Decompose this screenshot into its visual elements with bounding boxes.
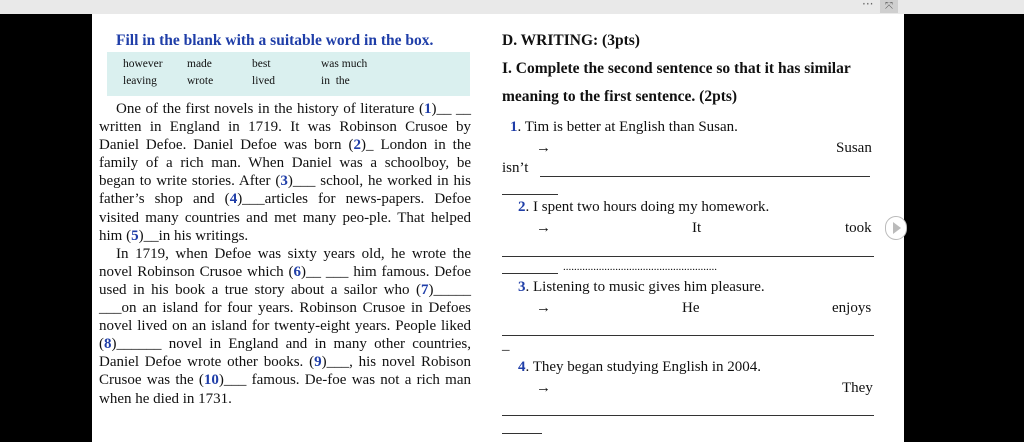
- paragraph-2: [99, 245, 471, 408]
- answer-line[interactable]: [502, 335, 874, 336]
- word: lived: [252, 75, 275, 87]
- arrow-icon: →: [536, 220, 551, 236]
- worksheet-page: [92, 14, 904, 442]
- answer-line[interactable]: [502, 194, 558, 195]
- passage-text: )__ __ written in England in 1719. It was Robinson Crusoe by Daniel Defoe. Daniel Defoe was born (: [99, 101, 472, 154]
- next-page-button[interactable]: [885, 216, 907, 240]
- blank-number: 7: [421, 281, 429, 298]
- window-titlebar: [0, 0, 1024, 14]
- hint-word: isn’t: [502, 160, 529, 176]
- word: in the: [321, 75, 350, 87]
- hint-word: Susan: [836, 140, 872, 156]
- passage-text: )__in his writings.: [138, 227, 249, 244]
- passage-text: )___articles for news-papers. Defoe visited many countries and met many peo-ple. That helped him (: [99, 191, 471, 244]
- answer-line[interactable]: [502, 433, 542, 434]
- question-3: 3. Listening to music gives him pleasure.: [518, 279, 765, 295]
- passage-text: )_ London in the family of a rich man. When Daniel was a schoolboy, be began to write stories. After (: [99, 137, 471, 190]
- reading-passage: [99, 100, 471, 408]
- hint-word: He: [682, 300, 700, 316]
- play-icon: [893, 222, 901, 234]
- answer-line[interactable]: [502, 415, 874, 416]
- passage-text: )______ novel in England and in many other countries, Daniel Defoe wrote other books. (: [99, 336, 471, 371]
- blank-number: 5: [131, 227, 139, 244]
- question-2: 2. I spent two hours doing my homework.: [518, 199, 770, 215]
- blank-number: 1: [423, 101, 432, 117]
- arrow-icon: →: [536, 300, 551, 316]
- word: however: [123, 58, 163, 70]
- hint-word: enjoys: [832, 300, 872, 316]
- instruction-line-1: I. Complete the second sentence so that it has similar: [502, 60, 851, 77]
- passage-text: )_____ ___on an island for four years. Robinson Crusoe in Defoes novel lived on an island for twenty-eight years. People liked (: [99, 281, 471, 353]
- answer-line[interactable]: [502, 256, 874, 257]
- word: was much: [321, 58, 368, 70]
- blank-number: 4: [229, 191, 238, 208]
- word: made: [187, 58, 212, 70]
- blank-number: 2: [353, 137, 361, 154]
- more-options-icon[interactable]: ···: [862, 0, 874, 11]
- blank-number: 8: [104, 336, 112, 353]
- blank-number: 6: [293, 263, 302, 280]
- hint-word: They: [842, 380, 873, 396]
- answer-line[interactable]: [540, 176, 870, 177]
- dash: _: [502, 337, 510, 353]
- arrow-icon: →: [536, 140, 551, 156]
- hint-word: It: [692, 220, 702, 236]
- passage-text: )___ famous. De-foe was not a rich man when he died in 1731.: [99, 372, 471, 407]
- word-box: [107, 52, 470, 96]
- word: wrote: [187, 75, 214, 87]
- arrow-icon: →: [536, 380, 551, 396]
- answer-line[interactable]: [502, 273, 558, 274]
- passage-text: One of the first novels in the history of literature (: [116, 101, 424, 117]
- question-4: 4. They began studying English in 2004.: [518, 359, 762, 375]
- question-1: 1. Tim is better at English than Susan.: [510, 119, 738, 135]
- exercise-title: Fill in the blank with a suitable word in the box.: [116, 32, 434, 49]
- expand-icon[interactable]: ⤧: [880, 0, 898, 13]
- paragraph-1: [99, 100, 471, 245]
- blank-number: 9: [314, 354, 322, 371]
- section-heading: D. WRITING: (3pts): [502, 32, 640, 49]
- word: leaving: [123, 75, 157, 87]
- word: best: [252, 58, 271, 70]
- passage-text: )__ ___ him famous. Defoe used in his book a true story about a sailor who (: [99, 263, 471, 298]
- passage-text: In 1719, when Defoe was sixty years old, he wrote the novel Robinson Crusoe which (: [99, 245, 471, 280]
- blank-number: 10: [203, 372, 219, 389]
- hint-word: took: [845, 220, 872, 236]
- passage-text: )___, his novel Robison Crusoe was the (: [99, 354, 471, 389]
- blank-number: 3: [280, 173, 288, 190]
- passage-text: )___ school, he worked in his father’s shop and (: [99, 173, 471, 208]
- dotted-line: ........................................................: [563, 261, 717, 273]
- instruction-line-2: meaning to the first sentence. (2pts): [502, 88, 738, 105]
